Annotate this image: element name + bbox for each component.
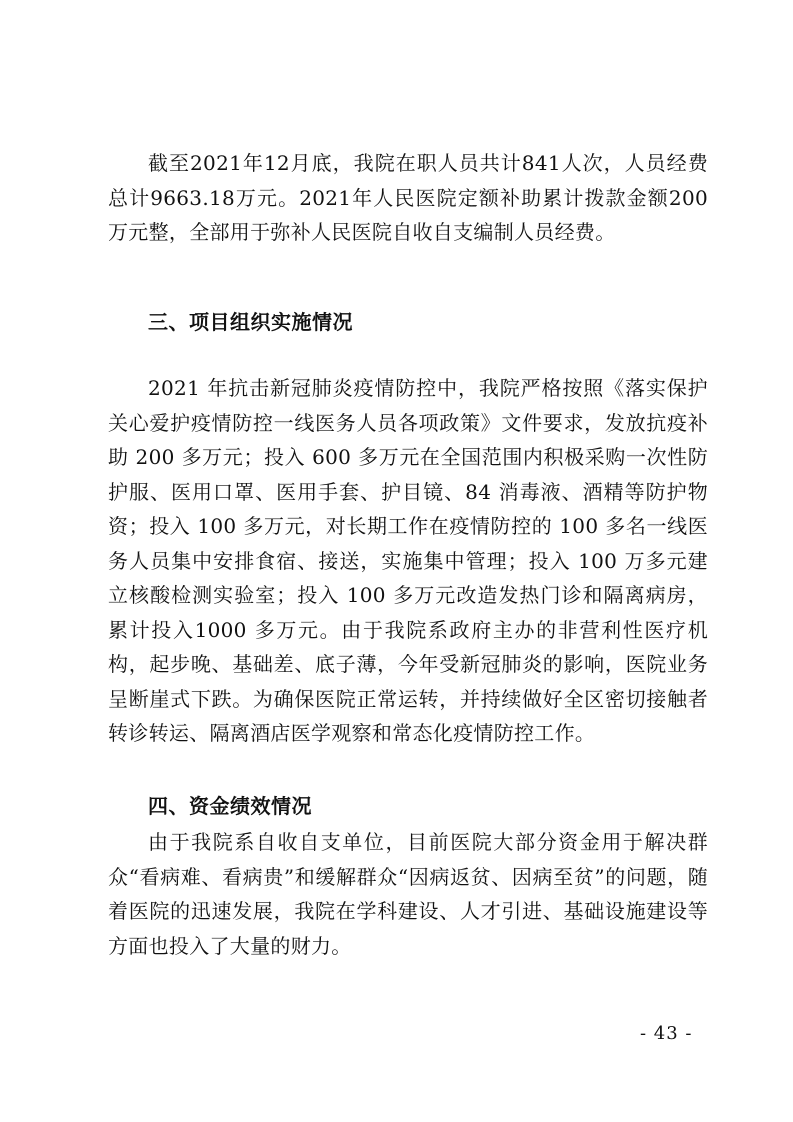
paragraph-personnel-funding: 截至2021年12月底，我院在职人员共计841人次，人员经费总计9663.18万元。2021年人民医院定额补助累计拨款金额200万元整，全部用于弥补人民医院自收自支编制人员经费。 <box>108 151 708 244</box>
section-heading-fund-performance: 四、资金绩效情况 <box>148 794 312 818</box>
section-heading-project-implementation: 三、项目组织实施情况 <box>148 310 353 334</box>
paragraph-epidemic-prevention: 2021 年抗击新冠肺炎疫情防控中，我院严格按照《落实保护关心爱护疫情防控一线医务人员各项政策》文件要求，发放抗疫补助 200 多万元；投入 600 多万元在全国范围内积极采购一次性防护服、医用口罩、医用手套、护目镜、84 消毒液、酒精等防护物资；投入 100 多万元，对长期工作在疫情防控的 100 多名一线医务人员集中安排食宿、接送，实施集中管理；投入 100 万多元建立核酸检测实验室；投入 100 多万元改造发热门诊和隔离病房，累计投入1000 多万元。由于我院系政府主办的非营利性医疗机构，起步晚、基础差、底子薄，今年受新冠肺炎的影响，医院业务呈断崖式下跌。为确保医院正常运转，并持续做好全区密切接触者转诊转运、隔离酒店医学观察和常态化疫情防控工作。 <box>108 376 708 745</box>
paragraph-fund-performance: 由于我院系自收自支单位，目前医院大部分资金用于解决群众“看病难、看病贵”和缓解群众“因病返贫、因病至贫”的问题，随着医院的迅速发展，我院在学科建设、人才引进、基础设施建设等方面也投入了大量的财力。 <box>108 830 708 958</box>
page-number: - 43 - <box>640 1023 693 1044</box>
